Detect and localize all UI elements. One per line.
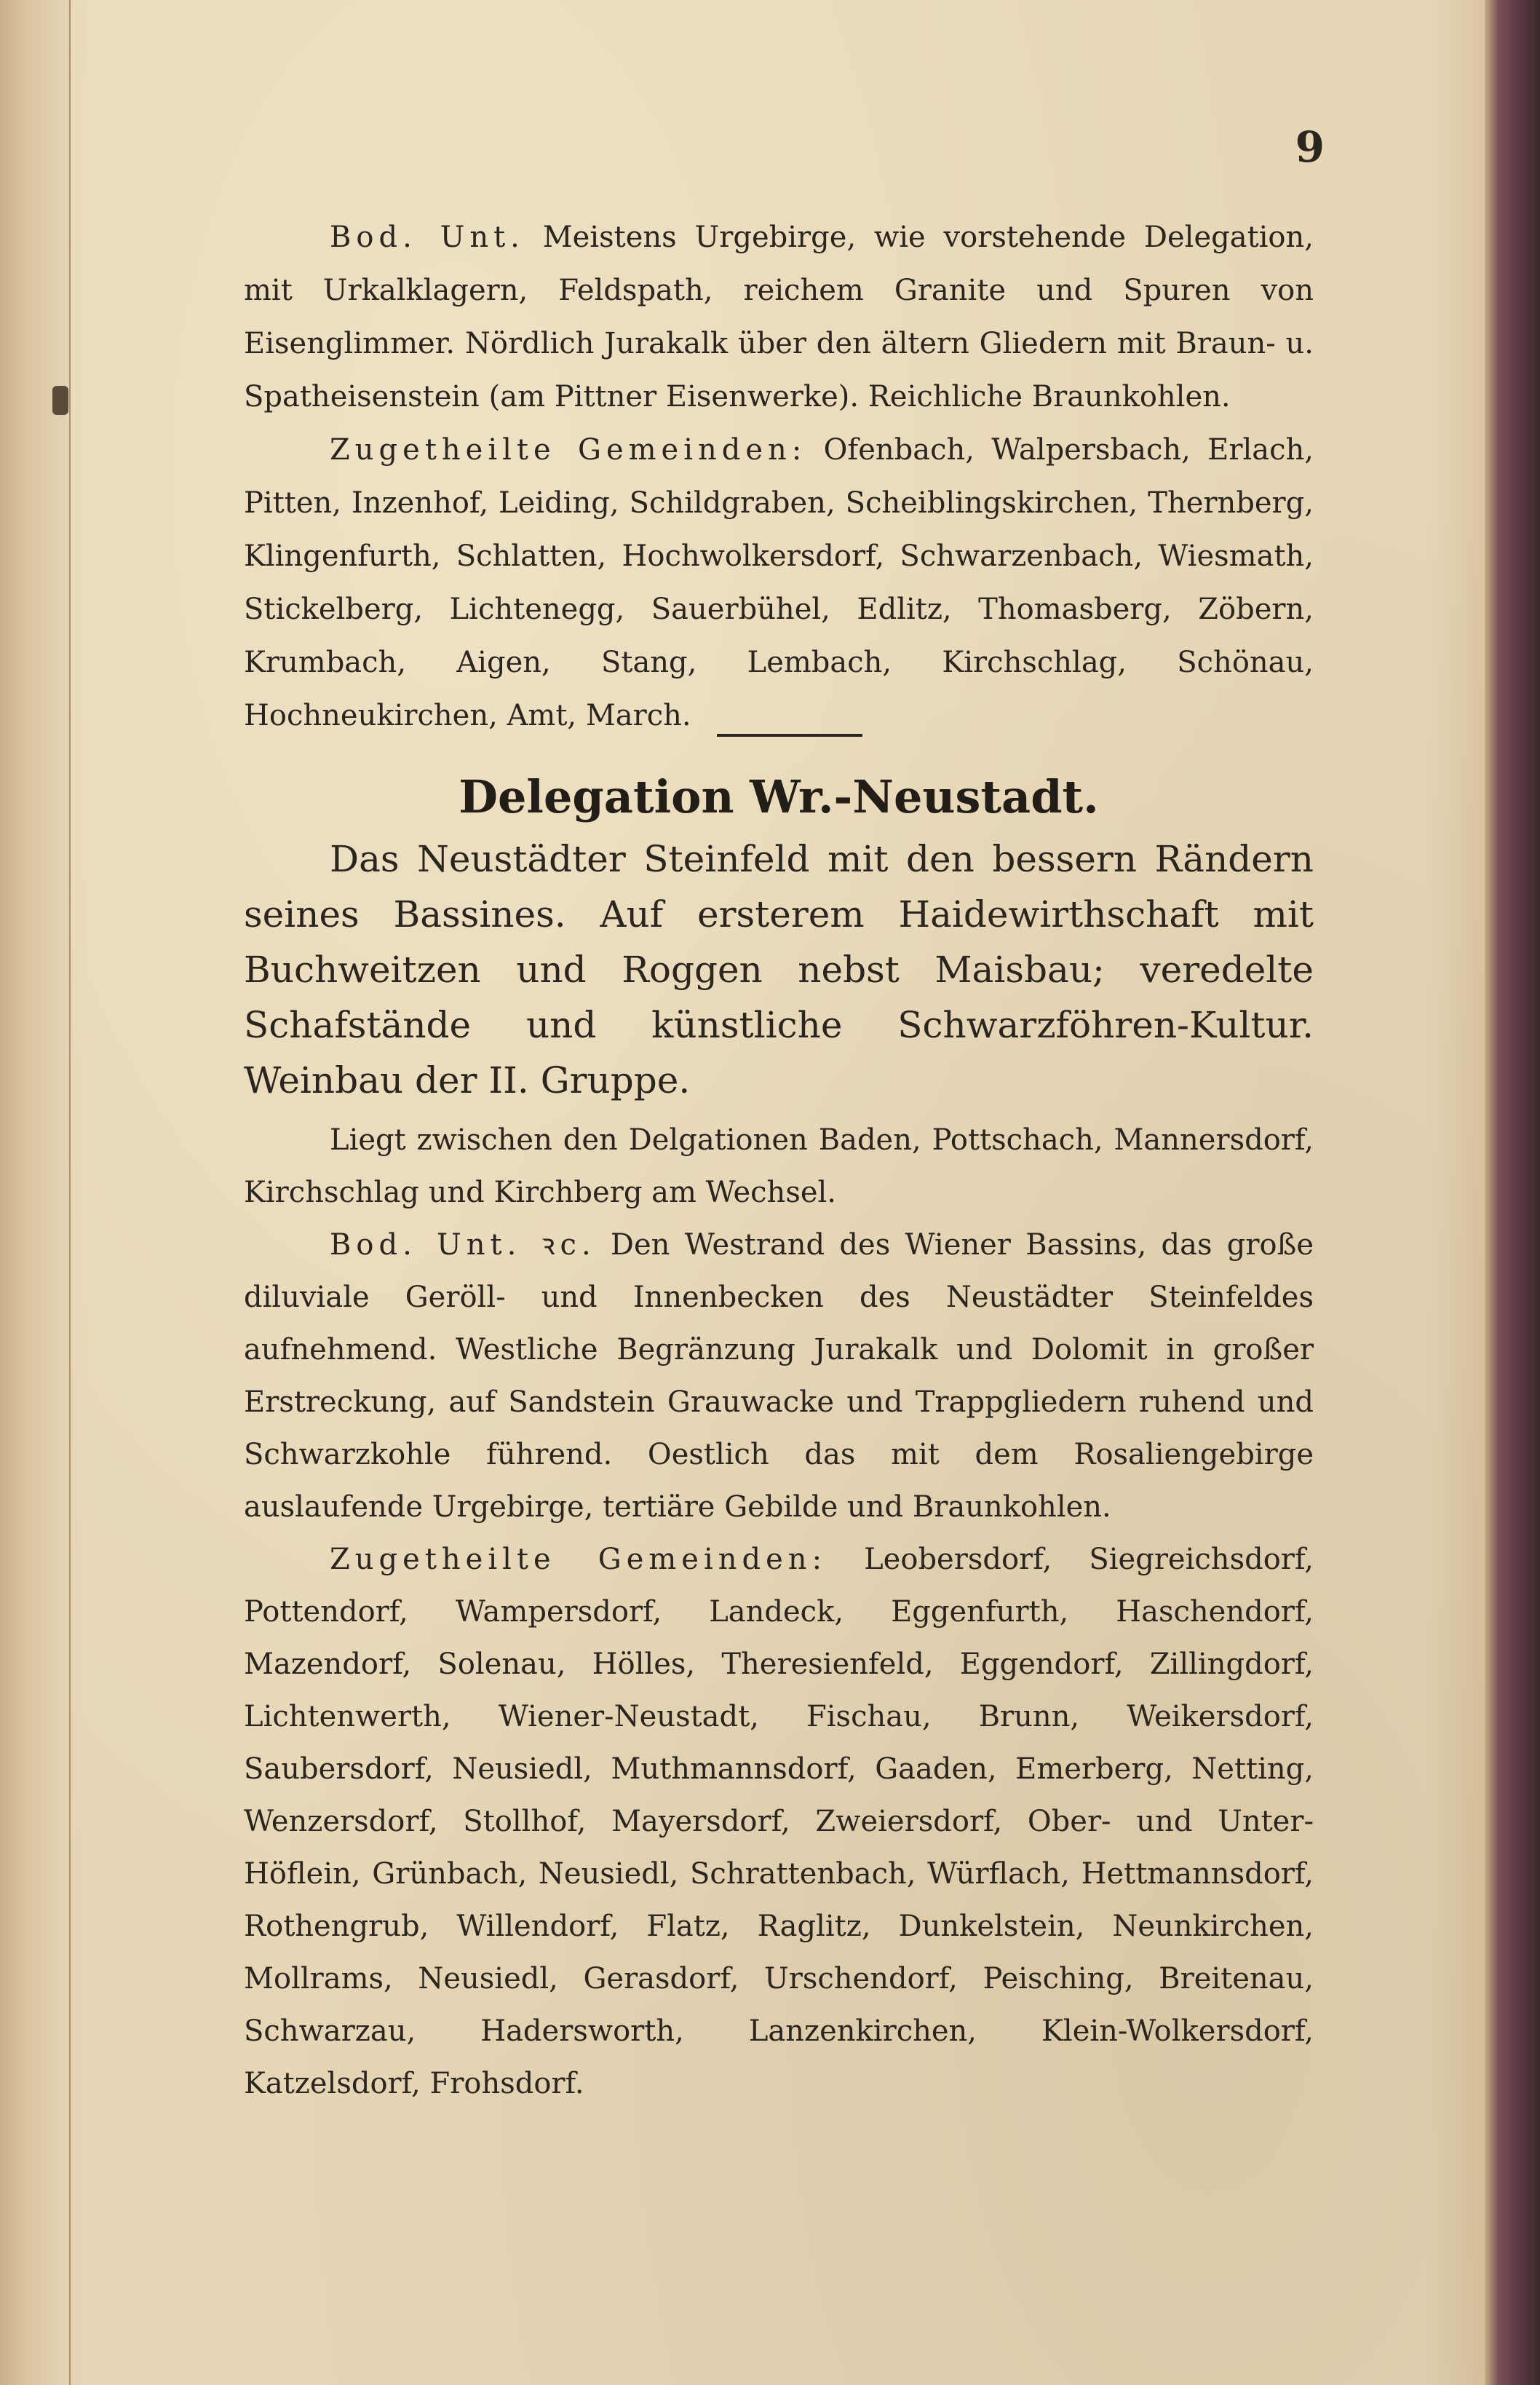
- geology-label: Bod. Unt. ꝛc.: [330, 1228, 596, 1262]
- geology-text: Meistens Urgebirge, wie vorstehende Delegation, mit Urkalklagern, Feldspath, reichem Granite und Spuren von Eisenglimmer. Nördlich Jurakalk über den ältern Gliedern mit Braun- u. Spatheisenstein (am Pittner Eisenwerke). Reichliche Braunkohlen.: [244, 221, 1314, 414]
- communities-text: Ofenbach, Walpersbach, Erlach, Pitten, Inzenhof, Leiding, Schildgraben, Scheiblingskirchen, Thernberg, Klingenfurth, Schlatten, Hochwolkersdorf, Schwarzenbach, Wiesmath, Stickelberg, Lichtenegg, Sauerbühel, Edlitz, Thomasberg, Zöbern, Krumbach, Aigen, Stang, Lembach, Kirchschlag, Schönau, Hochneukirchen, Amt, March.: [244, 433, 1314, 732]
- page-gutter: [0, 0, 71, 2385]
- geology-text: Den Westrand des Wiener Bassins, das große diluviale Geröll- und Innenbecken des Neustädter Steinfeldes aufnehmend. Westliche Begränzung Jurakalk und Dolomit in großer Erstreckung, auf Sandstein Grauwacke und Trappgliedern ruhend und Schwarzkohle führend. Oestlich das mit dem Rosaliengebirge auslaufende Urgebirge, tertiäre Gebilde und Braunkohlen.: [244, 1228, 1314, 1524]
- binding-thread-mark: [52, 386, 68, 415]
- geology-paragraph: [244, 1219, 1314, 1533]
- delegation-intro: Das Neustädter Steinfeld mit den bessern Rändern seines Bassines. Auf ersterem Haidewirthschaft mit Buchweitzen und Roggen nebst Maisbau; veredelte Schafstände und künstliche Schwarzföhren-Kultur. Weinbau der II. Gruppe.: [244, 838, 1314, 1101]
- communities-text: Leobersdorf, Siegreichsdorf, Pottendorf, Wampersdorf, Landeck, Eggenfurth, Haschendorf, Mazendorf, Solenau, Hölles, Theresienfeld, Eggendorf, Zillingdorf, Lichtenwerth, Wiener-Neustadt, Fischau, Brunn, Weikersdorf, Saubersdorf, Neusiedl, Muthmannsdorf, Gaaden, Emerberg, Netting, Wenzersdorf, Stollhof, Mayersdorf, Zweiersdorf, Ober- und Unter-Höflein, Grünbach, Neusiedl, Schrattenbach, Würflach, Hettmannsdorf, Rothengrub, Willendorf, Flatz, Raglitz, Dunkelstein, Neunkirchen, Mollrams, Neusiedl, Gerasdorf, Urschendorf, Peisching, Breitenau, Schwarzau, Hadersworth, Lanzenkirchen, Klein-Wolkersdorf, Katzelsdorf, Frohsdorf.: [244, 1543, 1314, 2100]
- page-number: 9: [1295, 122, 1325, 172]
- communities-paragraph: [244, 1533, 1314, 2110]
- geology-paragraph: [244, 211, 1314, 424]
- communities-label: Zugetheilte Gemeinden:: [330, 433, 807, 467]
- section-wr-neustadt: [244, 1114, 1314, 2110]
- communities-paragraph: [244, 424, 1314, 743]
- section-divider: [717, 734, 862, 737]
- book-cover-edge: [1485, 0, 1540, 2385]
- geology-label: Bod. Unt.: [330, 221, 525, 254]
- section-heading: Delegation Wr.-Neustadt.: [459, 770, 1099, 823]
- communities-label: Zugetheilte Gemeinden:: [330, 1543, 827, 1576]
- section-previous-delegation: [244, 211, 1314, 743]
- location-paragraph: Liegt zwischen den Delgationen Baden, Pottschach, Mannersdorf, Kirchschlag und Kirchberg am Wechsel.: [244, 1123, 1314, 1209]
